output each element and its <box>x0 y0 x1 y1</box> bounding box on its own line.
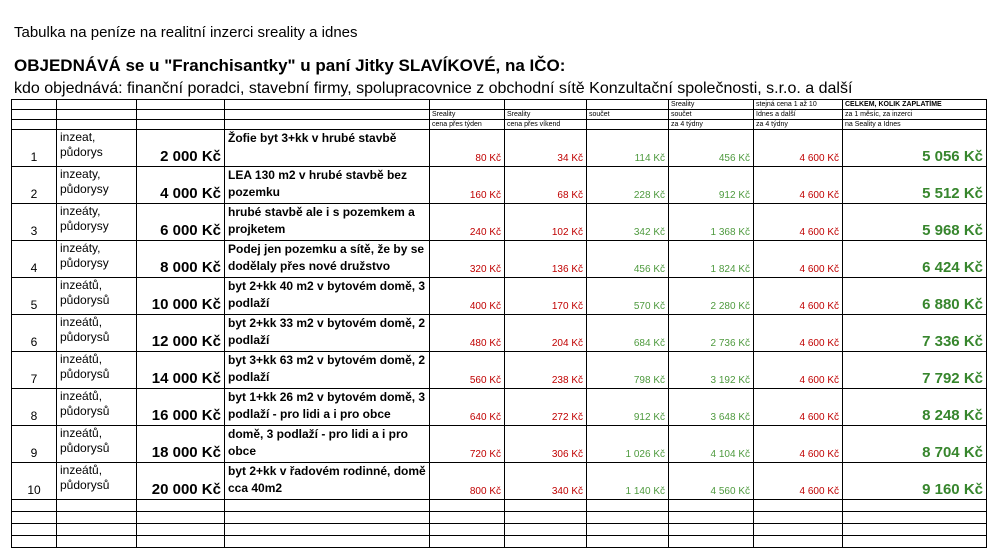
header-row-1 <box>12 100 987 110</box>
table-row <box>12 389 987 426</box>
sreality-weekend-price: 238 Kč <box>505 352 587 389</box>
sreality-sum: 456 Kč <box>587 241 669 278</box>
row-number: 4 <box>12 241 57 278</box>
idnes-price: 4 600 Kč <box>754 241 843 278</box>
listing-price: 18 000 Kč <box>137 426 225 463</box>
listing-type: inzeáty, půdorysy <box>57 204 137 241</box>
table-row <box>12 167 987 204</box>
listing-price: 14 000 Kč <box>137 352 225 389</box>
sreality-4week-sum: 1 368 Kč <box>669 204 754 241</box>
col-header-sum: součet <box>587 110 669 120</box>
sreality-weekend-price: 170 Kč <box>505 278 587 315</box>
listing-type: inzeáty, půdorysy <box>57 241 137 278</box>
sreality-weekend-price: 136 Kč <box>505 241 587 278</box>
sreality-sum: 1 140 Kč <box>587 463 669 500</box>
listing-type: inzeátů, půdorysů <box>57 463 137 500</box>
sheet-title: Tabulka na peníze na realitní inzerci sreality a idnes <box>14 24 358 41</box>
total-price: 8 248 Kč <box>843 389 987 426</box>
sreality-sum: 228 Kč <box>587 167 669 204</box>
col-header-monthly: za 1 měsíc, za inzerci <box>843 110 987 120</box>
listing-type: inzeátů, půdorysů <box>57 389 137 426</box>
sreality-weekend-price: 204 Kč <box>505 315 587 352</box>
listing-price: 10 000 Kč <box>137 278 225 315</box>
idnes-price: 4 600 Kč <box>754 352 843 389</box>
col-header-sum-label: součet <box>669 110 754 120</box>
sreality-4week-sum: 3 648 Kč <box>669 389 754 426</box>
total-price: 6 424 Kč <box>843 241 987 278</box>
table-row <box>12 204 987 241</box>
total-price: 8 704 Kč <box>843 426 987 463</box>
table-row <box>12 352 987 389</box>
sreality-sum: 114 Kč <box>587 130 669 167</box>
empty-row <box>12 512 987 524</box>
idnes-price: 4 600 Kč <box>754 463 843 500</box>
sreality-weekend-price: 306 Kč <box>505 426 587 463</box>
order-heading: OBJEDNÁVÁ se u "Franchisantky" u paní Jitky SLAVÍKOVÉ, na IČO: <box>14 56 566 75</box>
price-table <box>11 99 987 548</box>
sreality-sum: 684 Kč <box>587 315 669 352</box>
row-number: 8 <box>12 389 57 426</box>
property-description: LEA 130 m2 v hrubé stavbě bez pozemku <box>225 167 430 204</box>
property-description: byt 2+kk 40 m2 v bytovém domě, 3 podlaží <box>225 278 430 315</box>
sreality-week-price: 560 Kč <box>430 352 505 389</box>
table-row <box>12 315 987 352</box>
col-header-total: CELKEM, KOLIK ZAPLATÍME <box>843 100 987 110</box>
row-number: 10 <box>12 463 57 500</box>
total-price: 5 056 Kč <box>843 130 987 167</box>
row-number: 5 <box>12 278 57 315</box>
header-row-2 <box>12 110 987 120</box>
total-price: 9 160 Kč <box>843 463 987 500</box>
col-header-idnes: Idnes a další <box>754 110 843 120</box>
sreality-week-price: 160 Kč <box>430 167 505 204</box>
sreality-weekend-price: 102 Kč <box>505 204 587 241</box>
sreality-week-price: 480 Kč <box>430 315 505 352</box>
col-header-sreality-weekend: Sreality <box>505 110 587 120</box>
sreality-sum: 912 Kč <box>587 389 669 426</box>
sreality-sum: 342 Kč <box>587 204 669 241</box>
property-description: byt 1+kk 26 m2 v bytovém domě, 3 podlaží - pro lidi a i pro obce <box>225 389 430 426</box>
row-number: 6 <box>12 315 57 352</box>
sreality-4week-sum: 2 280 Kč <box>669 278 754 315</box>
sreality-4week-sum: 1 824 Kč <box>669 241 754 278</box>
empty-row <box>12 524 987 536</box>
listing-price: 2 000 Kč <box>137 130 225 167</box>
idnes-price: 4 600 Kč <box>754 130 843 167</box>
row-number: 3 <box>12 204 57 241</box>
property-description: Podej jen pozemku a sítě, že by se dodělaly přes nové družstvo <box>225 241 430 278</box>
table-row <box>12 426 987 463</box>
idnes-price: 4 600 Kč <box>754 315 843 352</box>
table-row <box>12 463 987 500</box>
sreality-week-price: 400 Kč <box>430 278 505 315</box>
row-number: 2 <box>12 167 57 204</box>
col-header-weekend-price: cena přes víkend <box>505 120 587 130</box>
empty-row <box>12 500 987 512</box>
table-row <box>12 130 987 167</box>
sreality-week-price: 800 Kč <box>430 463 505 500</box>
listing-type: inzeátů, půdorysů <box>57 278 137 315</box>
total-price: 6 880 Kč <box>843 278 987 315</box>
row-number: 9 <box>12 426 57 463</box>
sreality-4week-sum: 4 560 Kč <box>669 463 754 500</box>
col-header-4weeks: za 4 týdny <box>669 120 754 130</box>
col-header-idnes-4weeks: za 4 týdny <box>754 120 843 130</box>
idnes-price: 4 600 Kč <box>754 389 843 426</box>
sreality-sum: 798 Kč <box>587 352 669 389</box>
table-row <box>12 278 987 315</box>
sreality-week-price: 80 Kč <box>430 130 505 167</box>
property-description: byt 3+kk 63 m2 v bytovém domě, 2 podlaží <box>225 352 430 389</box>
idnes-price: 4 600 Kč <box>754 167 843 204</box>
listing-type: inzeat, půdorys <box>57 130 137 167</box>
sreality-sum: 1 026 Kč <box>587 426 669 463</box>
listing-price: 8 000 Kč <box>137 241 225 278</box>
sreality-4week-sum: 456 Kč <box>669 130 754 167</box>
total-price: 7 336 Kč <box>843 315 987 352</box>
total-price: 7 792 Kč <box>843 352 987 389</box>
property-description: domě, 3 podlaží - pro lidi a i pro obce <box>225 426 430 463</box>
row-number: 1 <box>12 130 57 167</box>
listing-type: inzeátů, půdorysů <box>57 315 137 352</box>
property-description: byt 2+kk 33 m2 v bytovém domě, 2 podlaží <box>225 315 430 352</box>
property-description: byt 2+kk v řadovém rodinné, domě cca 40m2 <box>225 463 430 500</box>
sreality-weekend-price: 272 Kč <box>505 389 587 426</box>
sreality-week-price: 720 Kč <box>430 426 505 463</box>
listing-type: inzeátů, půdorysů <box>57 352 137 389</box>
listing-type: inzeaty, půdorysy <box>57 167 137 204</box>
sreality-week-price: 320 Kč <box>430 241 505 278</box>
idnes-price: 4 600 Kč <box>754 426 843 463</box>
idnes-price: 4 600 Kč <box>754 278 843 315</box>
total-price: 5 512 Kč <box>843 167 987 204</box>
col-header-week-price: cena přes týden <box>430 120 505 130</box>
row-number: 7 <box>12 352 57 389</box>
sreality-4week-sum: 2 736 Kč <box>669 315 754 352</box>
col-header-sreality-week: Sreality <box>430 110 505 120</box>
listing-price: 4 000 Kč <box>137 167 225 204</box>
sreality-week-price: 640 Kč <box>430 389 505 426</box>
sreality-weekend-price: 340 Kč <box>505 463 587 500</box>
listing-price: 6 000 Kč <box>137 204 225 241</box>
listing-price: 12 000 Kč <box>137 315 225 352</box>
property-description: hrubé stavbě ale i s pozemkem a projketem <box>225 204 430 241</box>
total-price: 5 968 Kč <box>843 204 987 241</box>
listing-price: 20 000 Kč <box>137 463 225 500</box>
table-row <box>12 241 987 278</box>
idnes-price: 4 600 Kč <box>754 204 843 241</box>
sreality-week-price: 240 Kč <box>430 204 505 241</box>
ordering-parties: kdo objednává: finanční poradci, stavební firmy, spolupracovnice z obchodní sítě Konzultační společnosti, s.r.o. a další <box>14 80 853 97</box>
col-header-portals: na Seality a Idnes <box>843 120 987 130</box>
col-header-sreality-sum: Sreality <box>669 100 754 110</box>
sreality-4week-sum: 4 104 Kč <box>669 426 754 463</box>
listing-price: 16 000 Kč <box>137 389 225 426</box>
empty-row <box>12 536 987 548</box>
col-header-same-price: stejná cena 1 až 10 <box>754 100 843 110</box>
sreality-4week-sum: 912 Kč <box>669 167 754 204</box>
sreality-weekend-price: 34 Kč <box>505 130 587 167</box>
header-row-3 <box>12 120 987 130</box>
sreality-4week-sum: 3 192 Kč <box>669 352 754 389</box>
sreality-sum: 570 Kč <box>587 278 669 315</box>
property-description: Žofie byt 3+kk v hrubé stavbě <box>225 130 430 167</box>
listing-type: inzeátů, půdorysů <box>57 426 137 463</box>
sreality-weekend-price: 68 Kč <box>505 167 587 204</box>
